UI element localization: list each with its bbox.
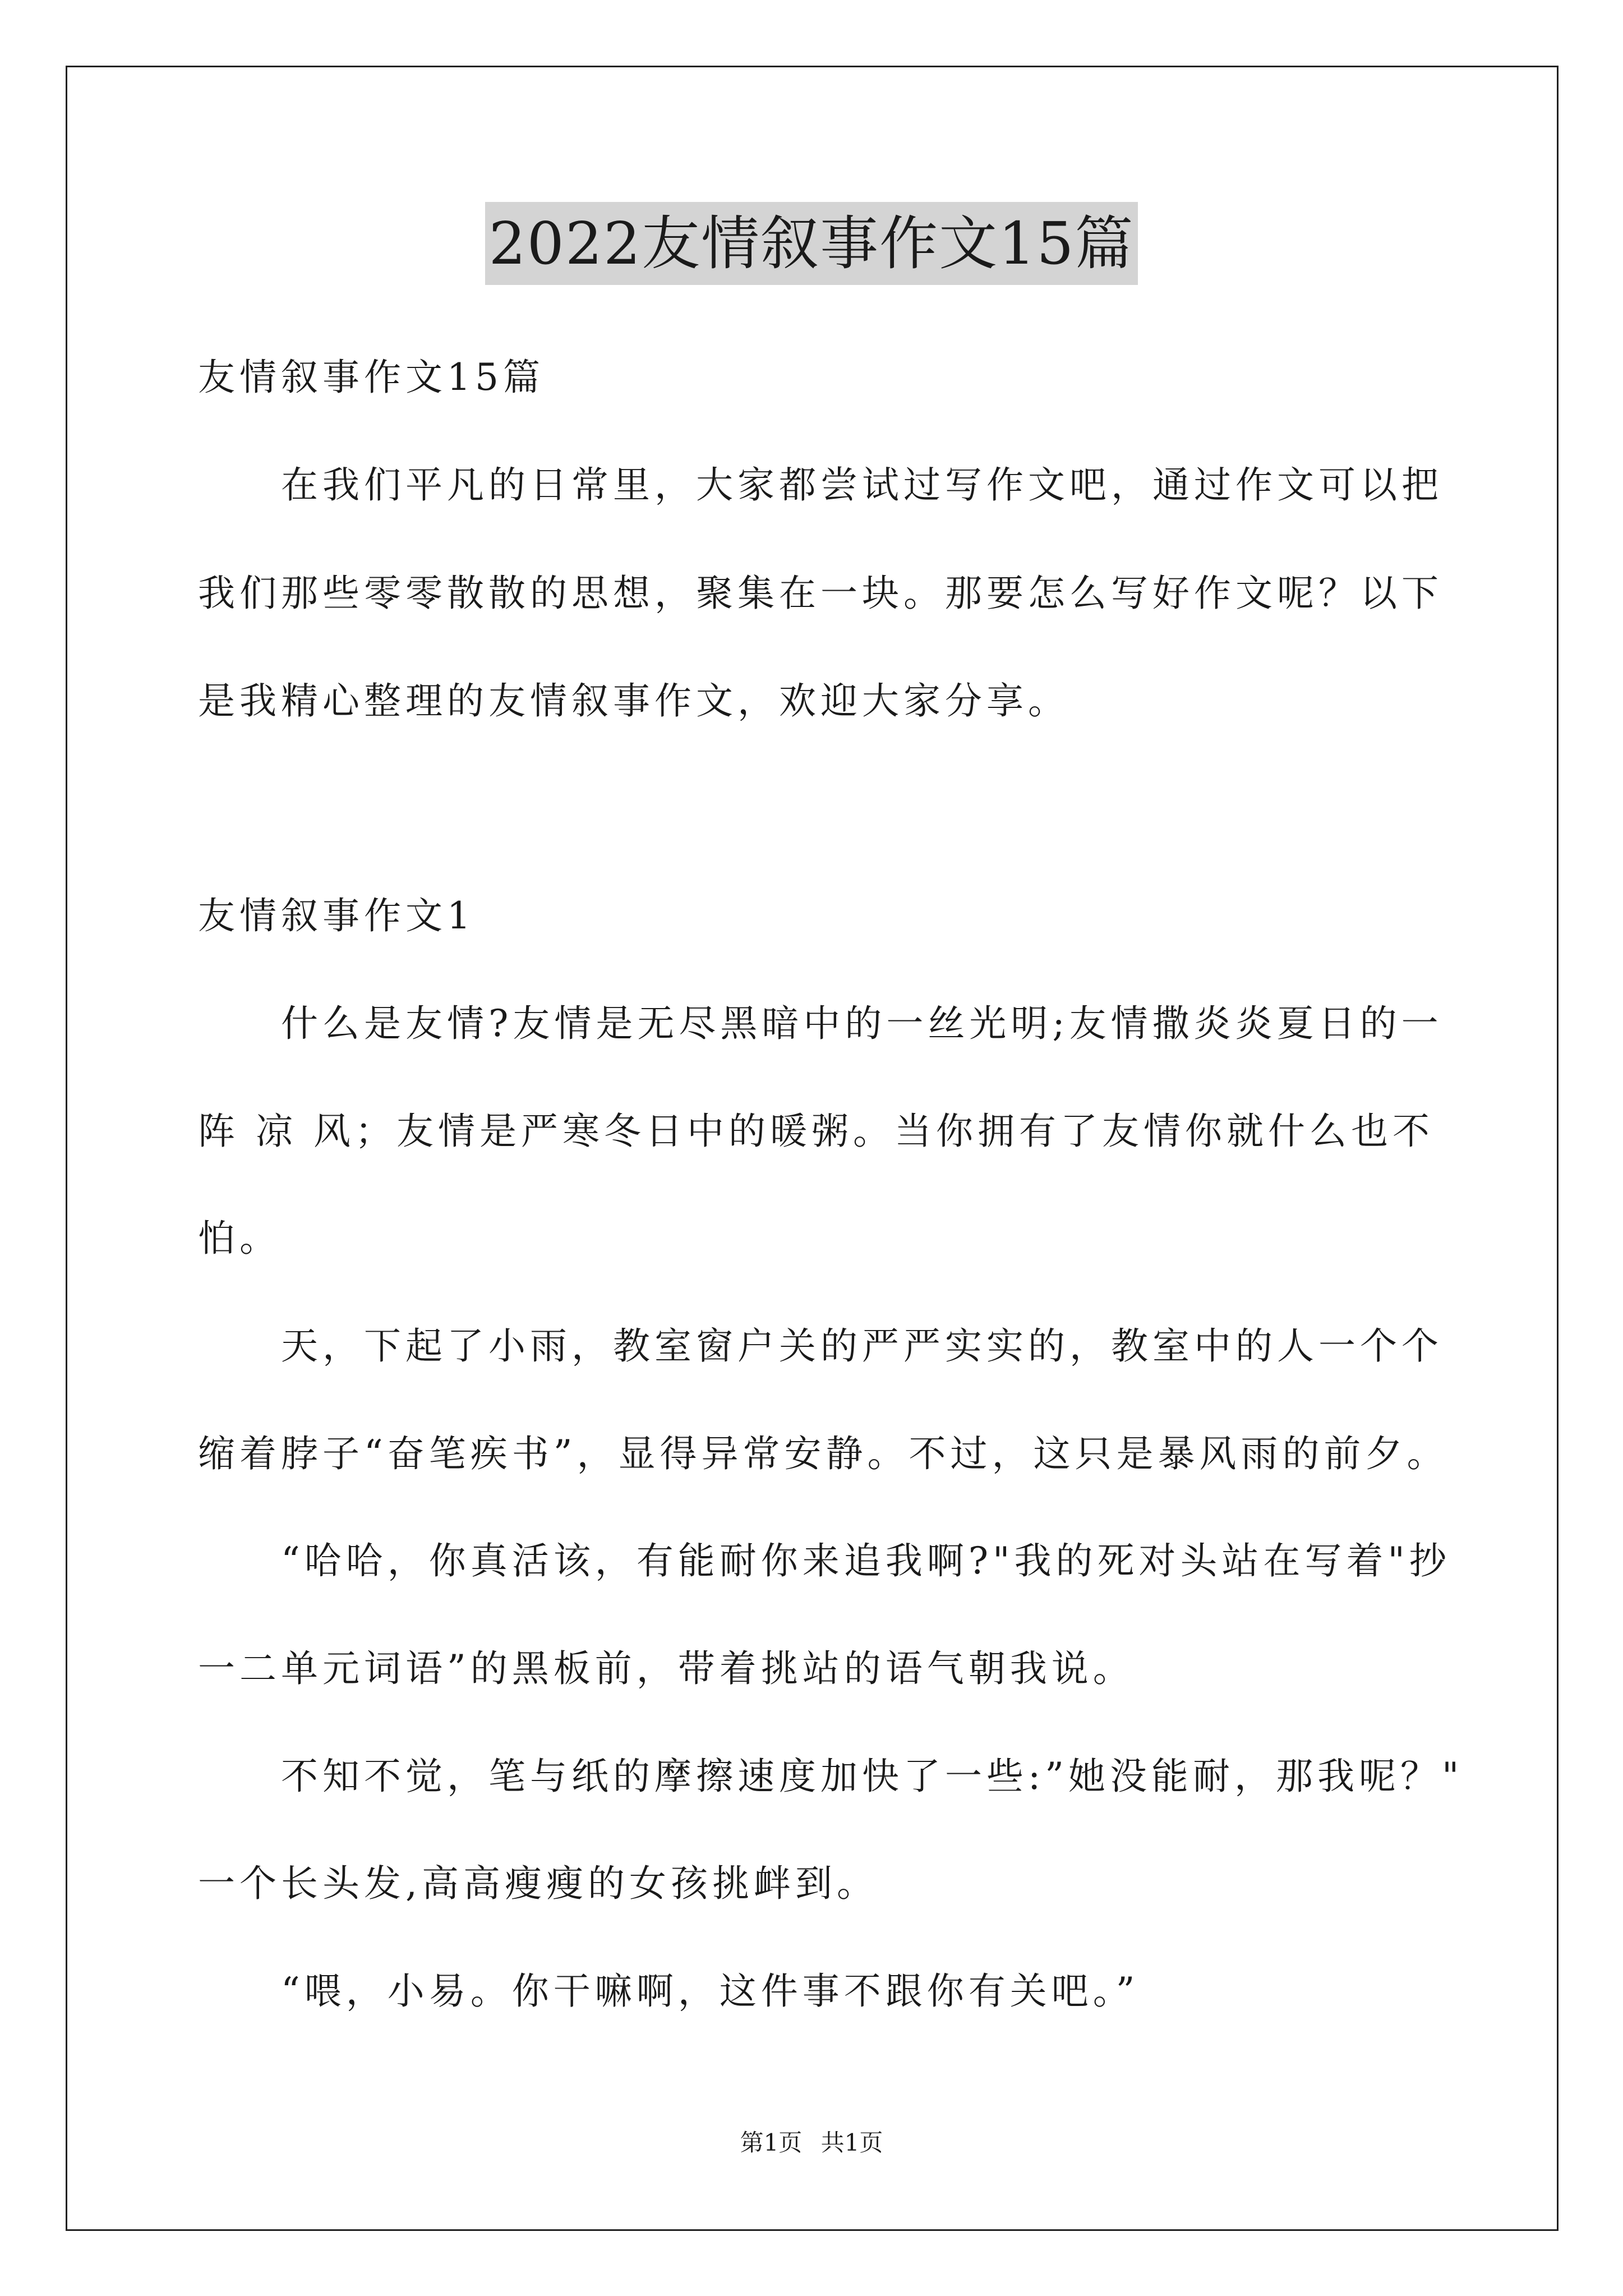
body-line: “喂，小易。你干嘛啊，这件事不跟你有关吧。” <box>281 1970 1140 2013</box>
intro-line: 在我们平凡的日常里，大家都尝试过写作文吧，通过作文可以把 <box>281 463 1443 507</box>
intro-line: 我们那些零零散散的思想，聚集在一块。那要怎么写好作文呢？以下 <box>198 572 1443 615</box>
document-subtitle: 友情叙事作文15篇 <box>198 356 545 399</box>
section-heading: 友情叙事作文1 <box>198 894 475 937</box>
body-line: “哈哈，你真活该，有能耐你来追我啊?"我的死对头站在写着"抄 <box>281 1539 1451 1582</box>
page-footer <box>0 2126 1623 2160</box>
body-line: 什么是友情?友情是无尽黑暗中的一丝光明;友情撒炎炎夏日的一 <box>281 1002 1443 1045</box>
body-line: 不知不觉，笔与纸的摩擦速度加快了一些:”她没能耐，那我呢？" <box>281 1755 1464 1798</box>
page-number: 第1页 <box>740 2129 803 2156</box>
body-line: 一个长头发,高高瘦瘦的女孩挑衅到。 <box>198 1862 878 1905</box>
intro-line: 是我精心整理的友情叙事作文，欢迎大家分享。 <box>198 679 1069 723</box>
body-line: 怕。 <box>198 1217 281 1260</box>
title-container <box>0 202 1623 285</box>
body-line: 阵 凉 风；友情是严寒冬日中的暖粥。当你拥有了友情你就什么也不 <box>198 1110 1434 1153</box>
body-line: 天，下起了小雨，教室窗户关的严严实实的，教室中的人一个个 <box>281 1324 1443 1368</box>
page-total: 共1页 <box>820 2129 883 2156</box>
body-line: 一二单元词语”的黑板前，带着挑站的语气朝我说。 <box>198 1647 1135 1690</box>
body-line: 缩着脖子“奋笔疾书”，显得异常安静。不过，这只是暴风雨的前夕。 <box>198 1432 1449 1475</box>
document-title: 2022友情叙事作文15篇 <box>485 202 1137 285</box>
